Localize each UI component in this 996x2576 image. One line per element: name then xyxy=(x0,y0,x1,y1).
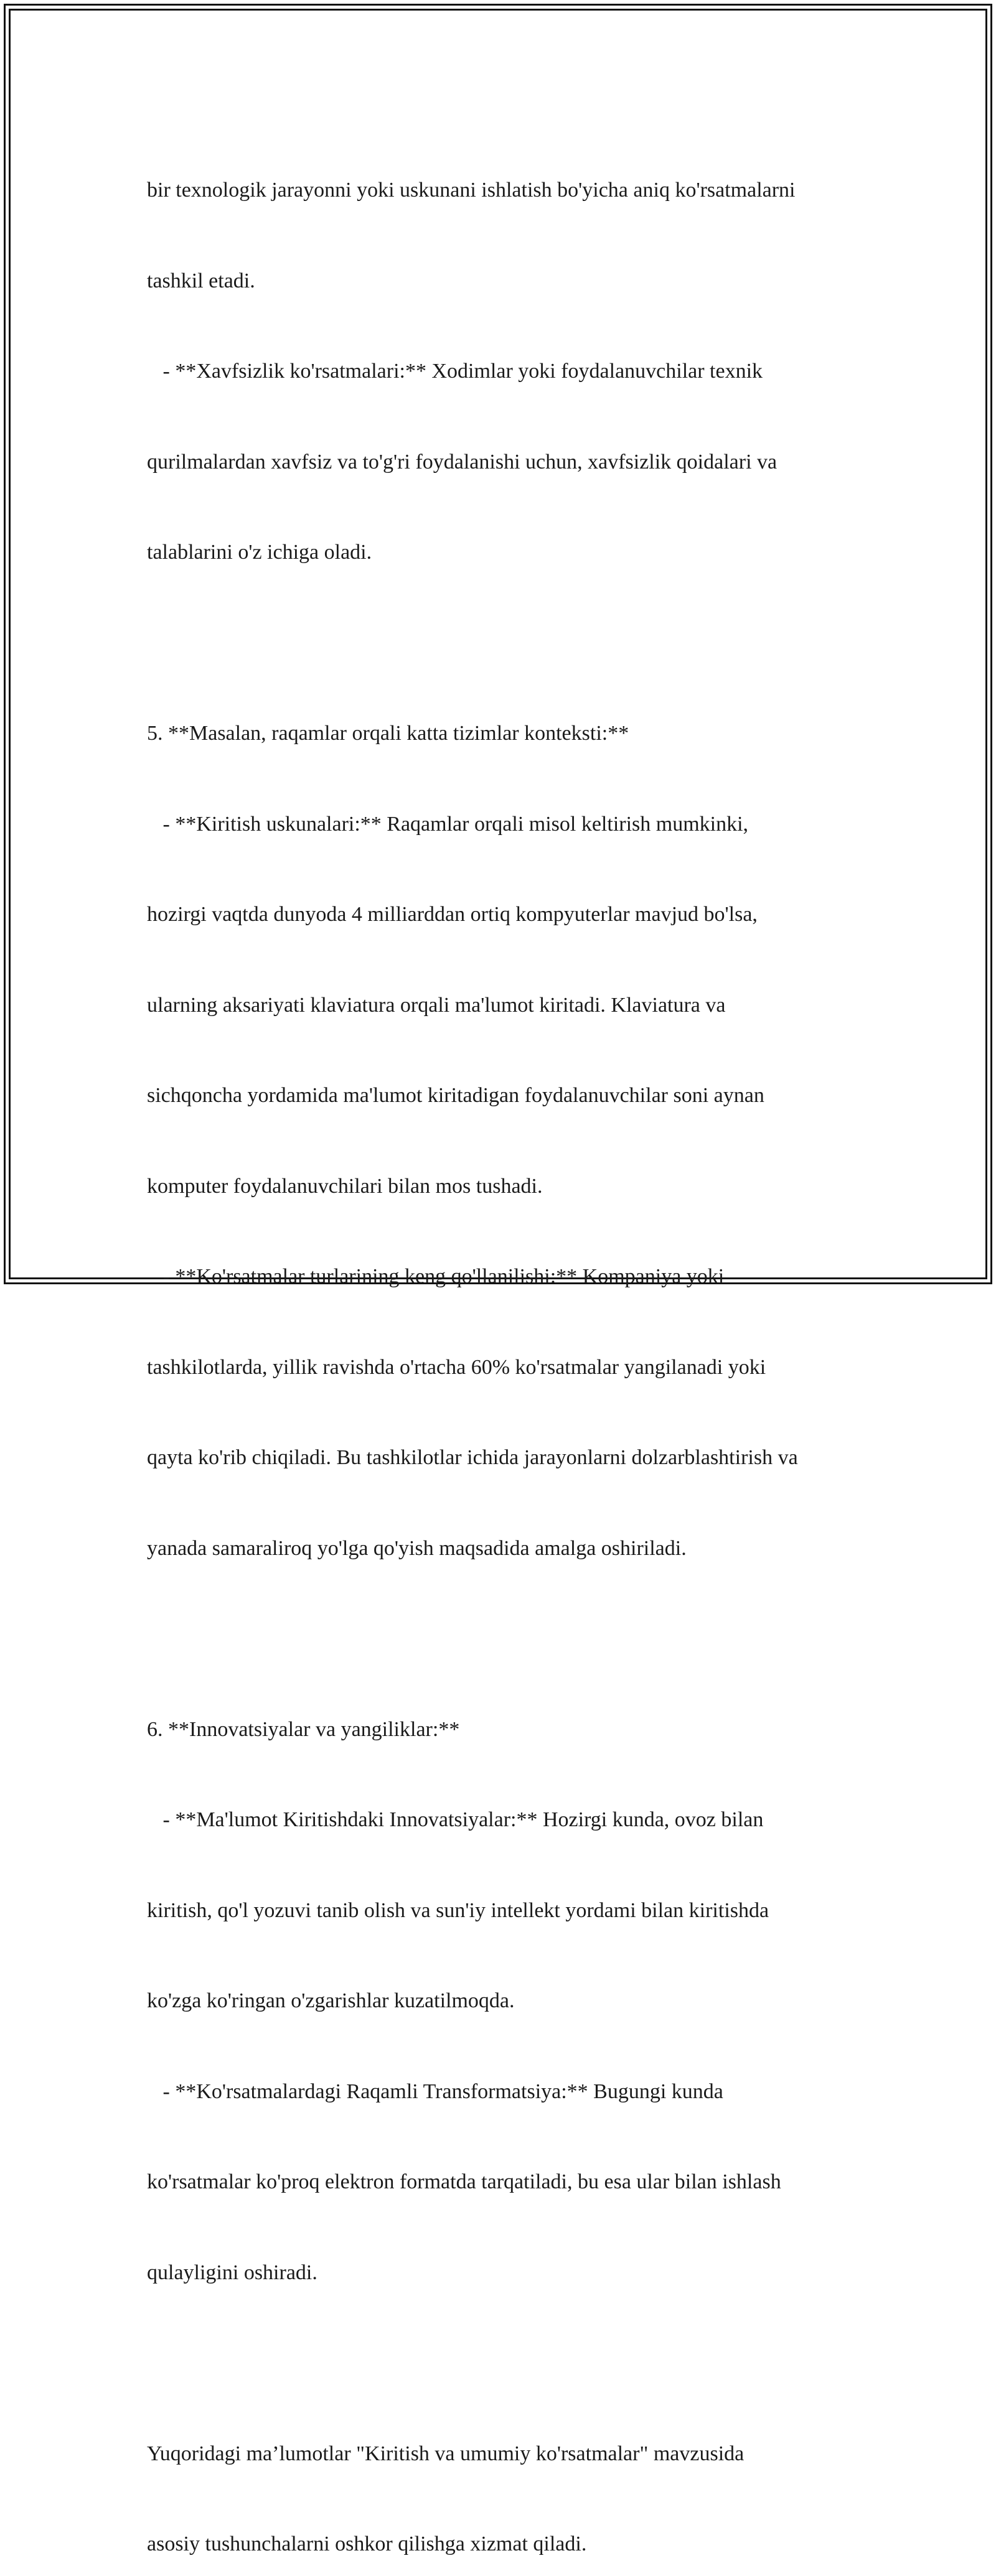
text-line: qulayligini oshiradi. xyxy=(147,2258,863,2289)
text-line: bir texnologik jarayonni yoki uskunani ishlatish bo'yicha aniq ko'rsatmalarni xyxy=(147,175,863,206)
text-line: qayta ko'rib chiqiladi. Bu tashkilotlar ichida jarayonlarni dolzarblashtirish va xyxy=(147,1443,863,1473)
text-line: - **Ko'rsatmalar turlarining keng qo'llanilishi:** Kompaniya yoki xyxy=(147,1262,863,1292)
paragraph-intro xyxy=(147,115,863,628)
paragraph-conclusion xyxy=(147,2379,863,2576)
section-6 xyxy=(147,1654,863,2349)
paragraph-spacer xyxy=(147,628,863,659)
text-line: - **Ko'rsatmalardagi Raqamli Transformatsiya:** Bugungi kunda xyxy=(147,2077,863,2107)
text-line: qurilmalardan xavfsiz va to'g'ri foydalanishi uchun, xavfsizlik qoidalari va xyxy=(147,447,863,478)
section-heading: 6. **Innovatsiyalar va yangiliklar:** xyxy=(147,1715,863,1745)
text-line: - **Ma'lumot Kiritishdaki Innovatsiyalar:** Hozirgi kunda, ovoz bilan xyxy=(147,1805,863,1836)
section-5 xyxy=(147,658,863,1624)
text-line: sichqoncha yordamida ma'lumot kiritadigan foydalanuvchilar soni aynan xyxy=(147,1081,863,1111)
text-line: - **Kiritish uskunalari:** Raqamlar orqali misol keltirish mumkinki, xyxy=(147,810,863,840)
text-line: yanada samaraliroq yo'lga qo'yish maqsadida amalga oshiriladi. xyxy=(147,1534,863,1564)
text-line: tashkilotlarda, yillik ravishda o'rtacha 60% ko'rsatmalar yangilanadi yoki xyxy=(147,1353,863,1383)
text-line: ularning aksariyati klaviatura orqali ma'lumot kiritadi. Klaviatura va xyxy=(147,991,863,1021)
text-line: komputer foydalanuvchilari bilan mos tushadi. xyxy=(147,1172,863,1202)
text-line: hozirgi vaqtda dunyoda 4 milliarddan ortiq kompyuterlar mavjud bo'lsa, xyxy=(147,900,863,930)
paragraph-spacer xyxy=(147,1624,863,1654)
paragraph-spacer xyxy=(147,2348,863,2379)
text-line: Yuqoridagi ma’lumotlar "Kiritish va umumiy ko'rsatmalar" mavzusida xyxy=(147,2439,863,2470)
document-body xyxy=(147,115,863,2576)
text-line: ko'zga ko'ringan o'zgarishlar kuzatilmoqda. xyxy=(147,1986,863,2017)
section-heading: 5. **Masalan, raqamlar orqali katta tizimlar konteksti:** xyxy=(147,719,863,749)
text-line: kiritish, qo'l yozuvi tanib olish va sun'iy intellekt yordami bilan kiritishda xyxy=(147,1896,863,1926)
text-line: tashkil etadi. xyxy=(147,266,863,297)
text-line: ko'rsatmalar ko'proq elektron formatda tarqatiladi, bu esa ular bilan ishlash xyxy=(147,2167,863,2198)
text-line: asosiy tushunchalarni oshkor qilishga xizmat qiladi. xyxy=(147,2529,863,2560)
text-line: - **Xavfsizlik ko'rsatmalari:** Xodimlar yoki foydalanuvchilar texnik xyxy=(147,357,863,387)
text-line: talablarini o'z ichiga oladi. xyxy=(147,538,863,568)
